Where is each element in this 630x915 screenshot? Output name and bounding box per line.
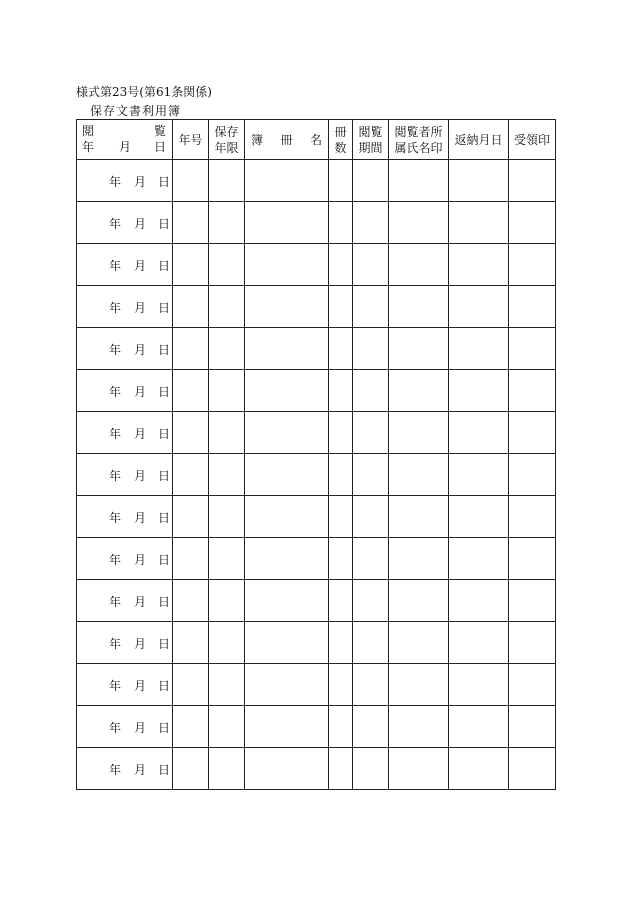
view-period-cell[interactable] xyxy=(353,328,389,370)
header-view-period-line1: 閲覧 xyxy=(358,124,383,139)
view-date-cell[interactable] xyxy=(77,496,173,538)
year-label: 年 xyxy=(109,637,122,651)
retention-cell[interactable] xyxy=(209,622,245,664)
table-row xyxy=(77,370,556,412)
month-label: 月 xyxy=(134,217,147,231)
viewer-cell[interactable] xyxy=(389,160,449,202)
view-date-cell[interactable] xyxy=(77,412,173,454)
header-count xyxy=(329,120,353,160)
day-label: 日 xyxy=(158,385,171,399)
table-row xyxy=(77,664,556,706)
book-name-cell[interactable] xyxy=(245,244,329,286)
table-row xyxy=(77,412,556,454)
return-date-cell[interactable] xyxy=(449,748,509,790)
receipt-seal-cell[interactable] xyxy=(509,412,556,454)
viewer-cell[interactable] xyxy=(389,412,449,454)
table-row xyxy=(77,538,556,580)
number-cell[interactable] xyxy=(173,496,209,538)
retention-cell[interactable] xyxy=(209,664,245,706)
header-viewer-line1: 閲覧者所 xyxy=(394,124,443,139)
day-label: 日 xyxy=(158,259,171,273)
header-retention-line1: 保存 xyxy=(214,124,239,139)
year-label: 年 xyxy=(109,763,122,777)
count-cell[interactable] xyxy=(329,664,353,706)
count-cell[interactable] xyxy=(329,496,353,538)
view-date-cell[interactable] xyxy=(77,370,173,412)
number-cell[interactable] xyxy=(173,202,209,244)
count-cell[interactable] xyxy=(329,580,353,622)
month-label: 月 xyxy=(134,511,147,525)
count-cell[interactable] xyxy=(329,328,353,370)
month-label: 月 xyxy=(134,679,147,693)
header-count-line1: 冊 xyxy=(334,124,347,139)
month-label: 月 xyxy=(134,469,147,483)
retention-cell[interactable] xyxy=(209,748,245,790)
month-label: 月 xyxy=(134,301,147,315)
book-name-cell[interactable] xyxy=(245,622,329,664)
count-cell[interactable] xyxy=(329,622,353,664)
header-view-date-day: 日 xyxy=(153,140,166,154)
view-period-cell[interactable] xyxy=(353,454,389,496)
table-header-row xyxy=(77,120,556,160)
view-date-cell[interactable] xyxy=(77,664,173,706)
view-period-cell[interactable] xyxy=(353,706,389,748)
table-row xyxy=(77,328,556,370)
retention-cell[interactable] xyxy=(209,706,245,748)
header-book-name xyxy=(245,120,329,160)
return-date-cell[interactable] xyxy=(449,328,509,370)
table-row xyxy=(77,748,556,790)
year-label: 年 xyxy=(109,217,122,231)
day-label: 日 xyxy=(158,637,171,651)
view-period-cell[interactable] xyxy=(353,286,389,328)
return-date-cell[interactable] xyxy=(449,454,509,496)
view-date-cell[interactable] xyxy=(77,748,173,790)
number-cell[interactable] xyxy=(173,706,209,748)
year-label: 年 xyxy=(109,427,122,441)
day-label: 日 xyxy=(158,553,171,567)
year-label: 年 xyxy=(109,175,122,189)
receipt-seal-cell[interactable] xyxy=(509,328,556,370)
view-period-cell[interactable] xyxy=(353,370,389,412)
retention-cell[interactable] xyxy=(209,286,245,328)
book-name-cell[interactable] xyxy=(245,538,329,580)
view-period-cell[interactable] xyxy=(353,244,389,286)
view-period-cell[interactable] xyxy=(353,580,389,622)
table-body xyxy=(77,160,556,790)
viewer-cell[interactable] xyxy=(389,286,449,328)
receipt-seal-cell[interactable] xyxy=(509,370,556,412)
count-cell[interactable] xyxy=(329,412,353,454)
receipt-seal-cell[interactable] xyxy=(509,622,556,664)
return-date-cell[interactable] xyxy=(449,202,509,244)
month-label: 月 xyxy=(134,637,147,651)
receipt-seal-cell[interactable] xyxy=(509,706,556,748)
view-date-cell[interactable] xyxy=(77,202,173,244)
viewer-cell[interactable] xyxy=(389,664,449,706)
header-viewer xyxy=(389,120,449,160)
view-date-cell[interactable] xyxy=(77,622,173,664)
count-cell[interactable] xyxy=(329,538,353,580)
month-label: 月 xyxy=(134,595,147,609)
book-name-cell[interactable] xyxy=(245,286,329,328)
retention-cell[interactable] xyxy=(209,496,245,538)
view-date-cell[interactable] xyxy=(77,244,173,286)
count-cell[interactable] xyxy=(329,370,353,412)
receipt-seal-cell[interactable] xyxy=(509,538,556,580)
table-row xyxy=(77,496,556,538)
day-label: 日 xyxy=(158,301,171,315)
year-label: 年 xyxy=(109,259,122,273)
book-name-cell[interactable] xyxy=(245,664,329,706)
return-date-cell[interactable] xyxy=(449,160,509,202)
number-cell[interactable] xyxy=(173,622,209,664)
number-cell[interactable] xyxy=(173,286,209,328)
day-label: 日 xyxy=(158,763,171,777)
view-period-cell[interactable] xyxy=(353,160,389,202)
retention-cell[interactable] xyxy=(209,538,245,580)
header-book-name-char3: 名 xyxy=(309,132,322,147)
retention-cell[interactable] xyxy=(209,454,245,496)
table-row xyxy=(77,244,556,286)
viewer-cell[interactable] xyxy=(389,244,449,286)
month-label: 月 xyxy=(134,343,147,357)
view-date-cell[interactable] xyxy=(77,580,173,622)
receipt-seal-cell[interactable] xyxy=(509,580,556,622)
viewer-cell[interactable] xyxy=(389,454,449,496)
header-view-date-top-right: 覧 xyxy=(153,124,166,138)
usage-register-table xyxy=(76,119,556,790)
viewer-cell[interactable] xyxy=(389,580,449,622)
day-label: 日 xyxy=(158,721,171,735)
view-date-cell[interactable] xyxy=(77,538,173,580)
number-cell[interactable] xyxy=(173,412,209,454)
header-receipt-seal: 受領印 xyxy=(509,120,556,160)
table-row xyxy=(77,622,556,664)
header-retention xyxy=(209,120,245,160)
month-label: 月 xyxy=(134,721,147,735)
table-row xyxy=(77,706,556,748)
year-label: 年 xyxy=(109,469,122,483)
table-row xyxy=(77,160,556,202)
view-period-cell[interactable] xyxy=(353,748,389,790)
retention-cell[interactable] xyxy=(209,412,245,454)
receipt-seal-cell[interactable] xyxy=(509,160,556,202)
book-name-cell[interactable] xyxy=(245,580,329,622)
count-cell[interactable] xyxy=(329,286,353,328)
header-view-date xyxy=(77,120,173,160)
receipt-seal-cell[interactable] xyxy=(509,664,556,706)
form-number: 様式第23号(第61条関係) xyxy=(76,85,212,99)
table-row xyxy=(77,454,556,496)
number-cell[interactable] xyxy=(173,454,209,496)
count-cell[interactable] xyxy=(329,202,353,244)
book-name-cell[interactable] xyxy=(245,328,329,370)
day-label: 日 xyxy=(158,595,171,609)
header-return-date: 返納月日 xyxy=(449,120,509,160)
count-cell[interactable] xyxy=(329,706,353,748)
book-name-cell[interactable] xyxy=(245,412,329,454)
year-label: 年 xyxy=(109,595,122,609)
view-period-cell[interactable] xyxy=(353,622,389,664)
table-row xyxy=(77,286,556,328)
header-retention-line2: 年限 xyxy=(214,140,239,155)
view-period-cell[interactable] xyxy=(353,664,389,706)
return-date-cell[interactable] xyxy=(449,664,509,706)
day-label: 日 xyxy=(158,343,171,357)
return-date-cell[interactable] xyxy=(449,412,509,454)
book-name-cell[interactable] xyxy=(245,706,329,748)
number-cell[interactable] xyxy=(173,748,209,790)
return-date-cell[interactable] xyxy=(449,496,509,538)
day-label: 日 xyxy=(158,679,171,693)
return-date-cell[interactable] xyxy=(449,244,509,286)
number-cell[interactable] xyxy=(173,328,209,370)
year-label: 年 xyxy=(109,679,122,693)
view-date-cell[interactable] xyxy=(77,706,173,748)
month-label: 月 xyxy=(134,553,147,567)
receipt-seal-cell[interactable] xyxy=(509,244,556,286)
book-name-cell[interactable] xyxy=(245,454,329,496)
receipt-seal-cell[interactable] xyxy=(509,496,556,538)
year-label: 年 xyxy=(109,301,122,315)
retention-cell[interactable] xyxy=(209,202,245,244)
receipt-seal-cell[interactable] xyxy=(509,748,556,790)
book-name-cell[interactable] xyxy=(245,202,329,244)
count-cell[interactable] xyxy=(329,748,353,790)
view-date-cell[interactable] xyxy=(77,286,173,328)
year-label: 年 xyxy=(109,385,122,399)
retention-cell[interactable] xyxy=(209,328,245,370)
receipt-seal-cell[interactable] xyxy=(509,454,556,496)
header-count-line2: 数 xyxy=(334,140,347,155)
day-label: 日 xyxy=(158,427,171,441)
receipt-seal-cell[interactable] xyxy=(509,286,556,328)
count-cell[interactable] xyxy=(329,454,353,496)
viewer-cell[interactable] xyxy=(389,496,449,538)
viewer-cell[interactable] xyxy=(389,538,449,580)
document-title: 保存文書利用簿 xyxy=(90,104,182,118)
header-viewer-line2: 属氏名印 xyxy=(394,140,443,155)
return-date-cell[interactable] xyxy=(449,580,509,622)
month-label: 月 xyxy=(134,763,147,777)
view-period-cell[interactable] xyxy=(353,496,389,538)
book-name-cell[interactable] xyxy=(245,160,329,202)
count-cell[interactable] xyxy=(329,160,353,202)
table-row xyxy=(77,580,556,622)
count-cell[interactable] xyxy=(329,244,353,286)
day-label: 日 xyxy=(158,217,171,231)
viewer-cell[interactable] xyxy=(389,748,449,790)
view-period-cell[interactable] xyxy=(353,412,389,454)
retention-cell[interactable] xyxy=(209,160,245,202)
view-date-cell[interactable] xyxy=(77,160,173,202)
year-label: 年 xyxy=(109,553,122,567)
number-cell[interactable] xyxy=(173,664,209,706)
view-period-cell[interactable] xyxy=(353,538,389,580)
year-label: 年 xyxy=(109,721,122,735)
year-label: 年 xyxy=(109,343,122,357)
number-cell[interactable] xyxy=(173,538,209,580)
month-label: 月 xyxy=(134,175,147,189)
book-name-cell[interactable] xyxy=(245,748,329,790)
month-label: 月 xyxy=(134,427,147,441)
viewer-cell[interactable] xyxy=(389,622,449,664)
return-date-cell[interactable] xyxy=(449,622,509,664)
header-number: 年号 xyxy=(173,120,209,160)
year-label: 年 xyxy=(109,511,122,525)
header-view-date-top-left: 閲 xyxy=(82,124,95,138)
number-cell[interactable] xyxy=(173,160,209,202)
day-label: 日 xyxy=(158,511,171,525)
table-row xyxy=(77,202,556,244)
day-label: 日 xyxy=(158,175,171,189)
view-period-cell[interactable] xyxy=(353,202,389,244)
view-date-cell[interactable] xyxy=(77,454,173,496)
number-cell[interactable] xyxy=(173,580,209,622)
receipt-seal-cell[interactable] xyxy=(509,202,556,244)
retention-cell[interactable] xyxy=(209,244,245,286)
viewer-cell[interactable] xyxy=(389,328,449,370)
month-label: 月 xyxy=(134,385,147,399)
day-label: 日 xyxy=(158,469,171,483)
return-date-cell[interactable] xyxy=(449,538,509,580)
return-date-cell[interactable] xyxy=(449,706,509,748)
month-label: 月 xyxy=(134,259,147,273)
header-book-name-char2: 冊 xyxy=(280,132,293,147)
number-cell[interactable] xyxy=(173,244,209,286)
return-date-cell[interactable] xyxy=(449,286,509,328)
retention-cell[interactable] xyxy=(209,580,245,622)
viewer-cell[interactable] xyxy=(389,370,449,412)
header-view-period xyxy=(353,120,389,160)
viewer-cell[interactable] xyxy=(389,706,449,748)
retention-cell[interactable] xyxy=(209,370,245,412)
header-book-name-char1: 簿 xyxy=(251,132,264,147)
view-date-cell[interactable] xyxy=(77,328,173,370)
book-name-cell[interactable] xyxy=(245,370,329,412)
header-view-date-year: 年 xyxy=(82,140,95,154)
header-view-date-month: 月 xyxy=(119,140,132,154)
book-name-cell[interactable] xyxy=(245,496,329,538)
return-date-cell[interactable] xyxy=(449,370,509,412)
viewer-cell[interactable] xyxy=(389,202,449,244)
header-view-period-line2: 期間 xyxy=(358,140,383,155)
number-cell[interactable] xyxy=(173,370,209,412)
